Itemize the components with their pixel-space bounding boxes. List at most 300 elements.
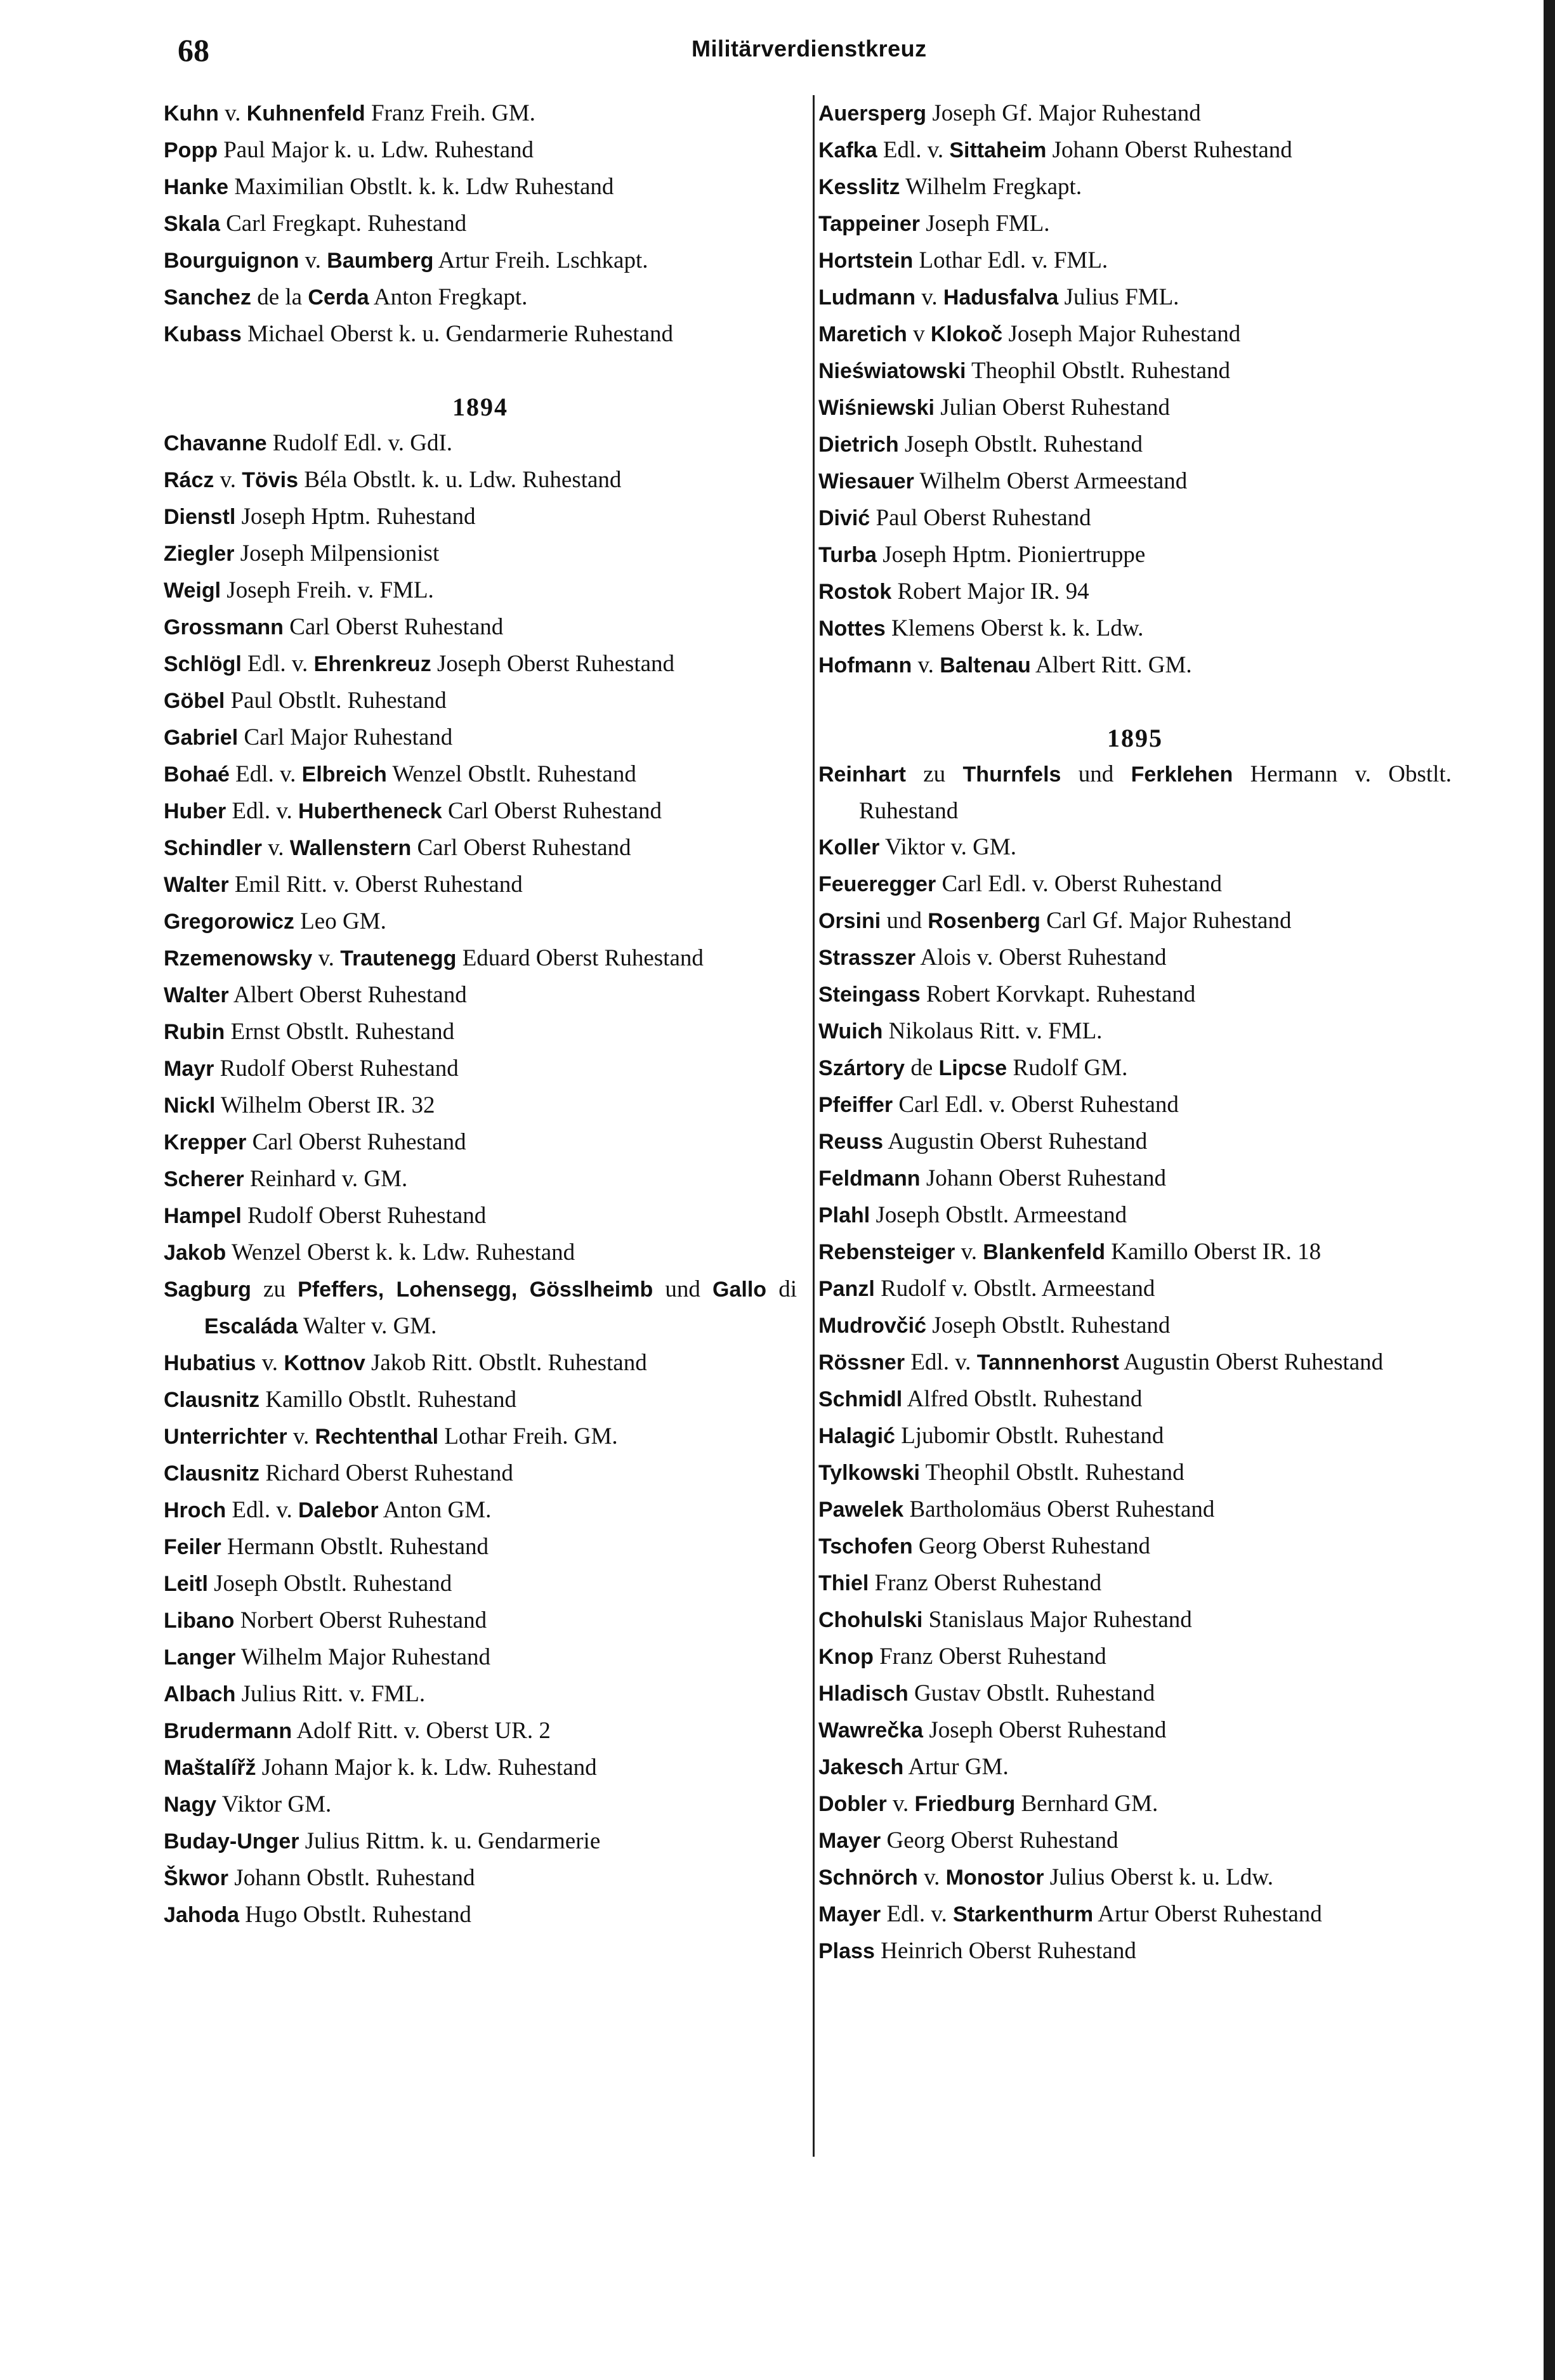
entry-text: v. (955, 1239, 983, 1265)
entry-text: v. (312, 945, 341, 971)
entry-text: Joseph Hptm. Pioniertruppe (876, 542, 1146, 568)
entry-text: Carl Major Ruhestand (238, 724, 453, 750)
entry-surname: Scherer (164, 1167, 244, 1191)
entry-surname: Friedburg (914, 1792, 1016, 1816)
entry-surname: Wiesauer (818, 469, 914, 494)
entry-text: v. (218, 100, 247, 126)
entry-surname: Hanke (164, 175, 229, 199)
entry-text: v. (915, 284, 943, 310)
entry-text: Wenzel Obstlt. Ruhestand (386, 761, 636, 787)
entry-text: Julian Oberst Ruhestand (934, 395, 1170, 421)
entry-text: Robert Korvkapt. Ruhestand (920, 981, 1196, 1007)
entry-surname: Bohaé (164, 762, 230, 787)
list-item (164, 719, 797, 756)
entry-text: Carl Gf. Major Ruhestand (1040, 908, 1292, 934)
entry-surname: Knop (818, 1645, 874, 1669)
entry-surname: Weigl (164, 579, 221, 603)
entry-surname: Tannnenhorst (976, 1350, 1119, 1375)
entry-surname: Wawrečka (818, 1718, 924, 1743)
entry-text: Joseph Obstlt. Ruhestand (926, 1312, 1171, 1338)
entry-text: v. (287, 1423, 315, 1449)
list-item (818, 1602, 1452, 1638)
entry-surname: Hadusfalva (943, 285, 1059, 310)
list-item (164, 940, 797, 977)
right-column (818, 95, 1452, 1970)
entry-surname: Dietrich (818, 433, 899, 457)
list-item (818, 1013, 1452, 1050)
entry-surname: Unterrichter (164, 1425, 287, 1449)
entry-text: Carl Oberst Ruhestand (283, 614, 504, 640)
entry-surname: Starkenthurm (953, 1902, 1094, 1926)
list-item (818, 1418, 1452, 1455)
entry-text: Joseph FML. (919, 211, 1050, 237)
list-item (818, 1050, 1452, 1087)
entry-text: de (905, 1055, 939, 1081)
entry-surname: Divić (818, 506, 870, 530)
list-item (164, 756, 797, 793)
entry-text: Georg Oberst Ruhestand (912, 1533, 1150, 1559)
list-item (818, 169, 1452, 206)
entry-text: Augustin Oberst Ruhestand (883, 1128, 1148, 1154)
list-item (818, 573, 1452, 610)
entry-surname: Lipcse (938, 1056, 1007, 1080)
entry-surname: Panzl (818, 1277, 875, 1301)
entry-text: Rudolf Oberst Ruhestand (214, 1056, 459, 1082)
entry-surname: Kuhn (164, 101, 219, 126)
entry-surname: Trautenegg (340, 946, 457, 971)
list-item (164, 609, 797, 646)
entry-text: Ernst Obstlt. Ruhestand (225, 1019, 455, 1045)
entry-surname: Ferklehen (1131, 762, 1233, 787)
entry-surname: Ehrenkreuz (313, 652, 431, 676)
entry-text: Julius FML. (1058, 284, 1179, 310)
year-heading-1894: 1894 (452, 393, 508, 421)
entry-surname: Jahoda (164, 1903, 240, 1927)
list-item (164, 1566, 797, 1602)
entry-surname: Rostok (818, 580, 892, 604)
list-item (818, 500, 1452, 537)
entry-surname: Orsini (818, 909, 881, 933)
entry-surname: Rácz (164, 468, 214, 492)
entry-surname: Langer (164, 1645, 236, 1670)
entry-text: Joseph Obstlt. Armeestand (870, 1202, 1127, 1228)
entry-surname: Libano (164, 1609, 235, 1633)
entry-text: Hugo Obstlt. Ruhestand (239, 1902, 471, 1928)
left-entries-1894 (164, 425, 797, 1933)
entry-surname: Kuhnenfeld (246, 101, 365, 126)
list-item (818, 756, 1452, 829)
entry-surname: Dobler (818, 1792, 887, 1816)
list-item (164, 206, 797, 242)
entry-surname: Blankenfeld (983, 1240, 1105, 1264)
entry-text: Edl. v. (881, 1901, 954, 1927)
entry-surname: Mayer (818, 1829, 881, 1853)
entry-surname: Kesslitz (818, 175, 900, 199)
list-item (164, 903, 797, 940)
list-item (818, 1234, 1452, 1271)
entry-surname: Pawelek (818, 1498, 904, 1522)
page-edge-shadow (1544, 0, 1555, 2380)
entry-surname: Maretich (818, 322, 907, 346)
entry-surname: Tschofen (818, 1534, 913, 1559)
entry-surname: Nagy (164, 1793, 217, 1817)
entry-text: v. (917, 1864, 946, 1890)
entry-text: Robert Major IR. 94 (891, 579, 1089, 605)
page-number: 68 (178, 32, 209, 68)
entry-text: zu (905, 761, 963, 787)
entry-text: Edl. v. (226, 798, 298, 824)
list-item (818, 1749, 1452, 1786)
entry-surname: Rzemenowsky (164, 946, 313, 971)
entry-text: Carl Edl. v. Oberst Ruhestand (936, 871, 1222, 897)
entry-text: Leo GM. (294, 908, 386, 934)
list-item (164, 1014, 797, 1050)
entry-text: Wilhelm Fregkapt. (900, 174, 1082, 200)
list-item (818, 1491, 1452, 1528)
right-entries-1894-cont (818, 95, 1452, 684)
list-item (164, 1786, 797, 1823)
entry-text: Carl Fregkapt. Ruhestand (220, 211, 467, 237)
entry-surname: Strasszer (818, 946, 916, 970)
list-item (164, 499, 797, 535)
entry-text: Joseph Freih. v. FML. (221, 577, 434, 603)
entry-surname: Gregorowicz (164, 910, 294, 934)
entry-text: Norbert Oberst Ruhestand (234, 1607, 487, 1633)
entry-surname: Chavanne (164, 431, 267, 455)
entry-text: Theophil Obstlt. Ruhestand (966, 358, 1230, 384)
left-entries-pre-1894 (164, 95, 797, 353)
entry-surname: Halagić (818, 1424, 895, 1448)
entry-surname: Pfeffers, Lohensegg, Gösslheimb (298, 1278, 653, 1302)
list-item (818, 1528, 1452, 1565)
list-item (164, 1639, 797, 1676)
entry-text: v. (256, 1350, 284, 1376)
list-item (818, 1160, 1452, 1197)
list-item (818, 242, 1452, 279)
entry-surname: Ziegler (164, 542, 235, 566)
entry-surname: Gallo (712, 1278, 767, 1302)
list-item (818, 903, 1452, 939)
entry-text: Joseph Hptm. Ruhestand (235, 504, 476, 530)
list-item (164, 132, 797, 169)
list-item (164, 535, 797, 572)
entry-surname: Nickl (164, 1094, 216, 1118)
entry-surname: Plahl (818, 1203, 870, 1227)
list-item (818, 1455, 1452, 1491)
list-item (164, 1749, 797, 1786)
year-heading-1895: 1895 (1107, 724, 1163, 752)
list-item (818, 1712, 1452, 1749)
entry-text: Reinhard v. GM. (244, 1166, 408, 1192)
entry-surname: Hubatius (164, 1351, 256, 1375)
entry-text: Carl Edl. v. Oberst Ruhestand (893, 1092, 1179, 1118)
entry-text: Anton Fregkapt. (369, 284, 528, 310)
entry-surname: Rubin (164, 1020, 225, 1044)
entry-text: Rudolf Oberst Ruhestand (241, 1203, 487, 1229)
list-item (818, 1933, 1452, 1970)
entry-surname: Auersperg (818, 101, 927, 126)
list-item (164, 1234, 797, 1271)
entry-surname: Klokoč (930, 322, 1003, 346)
entry-surname: Albach (164, 1682, 236, 1706)
entry-surname: Walter (164, 873, 229, 897)
entry-surname: Feldmann (818, 1167, 921, 1191)
entry-surname: Brudermann (164, 1719, 292, 1743)
entry-surname: Ludmann (818, 285, 915, 310)
entry-text: und (1061, 761, 1131, 787)
entry-text: Stanislaus Major Ruhestand (922, 1607, 1192, 1633)
entry-text: Béla Obstlt. k. u. Ldw. Ruhestand (298, 467, 622, 493)
entry-surname: Gabriel (164, 726, 239, 750)
list-item (818, 939, 1452, 976)
entry-surname: Mudrovčić (818, 1314, 927, 1338)
entry-text: Joseph Obstlt. Ruhestand (207, 1571, 452, 1597)
list-item (164, 1087, 797, 1124)
list-item (164, 830, 797, 866)
list-item (818, 463, 1452, 500)
entry-text: und (881, 908, 928, 934)
list-item (818, 1822, 1452, 1859)
list-item (164, 316, 797, 353)
entry-surname: Reuss (818, 1130, 884, 1154)
entry-surname: Schindler (164, 836, 262, 860)
list-item (164, 683, 797, 719)
list-item (818, 1344, 1452, 1381)
entry-text: Bernhard GM. (1015, 1791, 1158, 1817)
entry-surname: Rechtenthal (315, 1425, 439, 1449)
entry-surname: Wiśniewski (818, 396, 935, 420)
list-item (164, 1124, 797, 1161)
entry-surname: Hroch (164, 1498, 226, 1522)
entry-text: Alfred Obstlt. Ruhestand (902, 1386, 1143, 1412)
entry-surname: Wallenstern (289, 836, 412, 860)
entry-surname: Tövis (242, 468, 299, 492)
list-item (818, 1859, 1452, 1896)
list-item (818, 389, 1452, 426)
entry-text: Paul Obstlt. Ruhestand (225, 688, 447, 714)
list-item (818, 316, 1452, 353)
entry-surname: Göbel (164, 689, 225, 713)
entry-text: Artur Oberst Ruhestand (1093, 1901, 1322, 1927)
entry-text: Emil Ritt. v. Oberst Ruhestand (228, 872, 523, 898)
entry-text: Carl Oberst Ruhestand (442, 798, 662, 824)
entry-text: Alois v. Oberst Ruhestand (915, 945, 1167, 971)
entry-text: v. (261, 835, 290, 861)
entry-text: Joseph Oberst Ruhestand (431, 651, 675, 677)
entry-text: Johann Oberst Ruhestand (1046, 137, 1292, 163)
entry-text: Julius Oberst k. u. Ldw. (1044, 1864, 1273, 1890)
entry-text: Walter v. GM. (298, 1313, 437, 1339)
entry-text: zu (251, 1276, 298, 1302)
entry-text: Maximilian Obstlt. k. k. Ldw Ruhestand (228, 174, 614, 200)
entry-text: de la (251, 284, 308, 310)
entry-text: Edl. v. (229, 761, 302, 787)
list-item (818, 1565, 1452, 1602)
entry-surname: Kubass (164, 322, 242, 346)
entry-surname: Monostor (945, 1866, 1044, 1890)
entry-text: Georg Oberst Ruhestand (881, 1828, 1119, 1854)
entry-text: Paul Major k. u. Ldw. Ruhestand (217, 137, 534, 163)
entry-text: Gustav Obstlt. Ruhestand (908, 1680, 1155, 1706)
entry-surname: Rössner (818, 1350, 905, 1375)
entry-surname: Buday-Unger (164, 1829, 299, 1854)
entry-surname: Škwor (164, 1866, 229, 1890)
entry-surname: Thurnfels (962, 762, 1061, 787)
list-item (164, 866, 797, 903)
list-item (164, 169, 797, 206)
entry-surname: Schnörch (818, 1866, 918, 1890)
list-item (818, 1271, 1452, 1307)
entry-text: Ljubomir Obstlt. Ruhestand (895, 1423, 1164, 1449)
entry-text: Bartholomäus Oberst Ruhestand (903, 1496, 1215, 1522)
list-item (164, 1345, 797, 1382)
entry-text: Julius Ritt. v. FML. (235, 1681, 426, 1707)
entry-text: Viktor v. GM. (879, 834, 1017, 860)
entry-text: v. (912, 652, 940, 678)
entry-text: Joseph Gf. Major Ruhestand (926, 100, 1201, 126)
list-item (164, 242, 797, 279)
list-item (164, 1198, 797, 1234)
entry-surname: Huber (164, 799, 226, 823)
left-column (164, 95, 797, 1933)
entry-text: Joseph Oberst Ruhestand (923, 1717, 1167, 1743)
entry-text: Julius Rittm. k. u. Gendarmerie (299, 1828, 601, 1854)
list-item (818, 426, 1452, 463)
list-item (818, 647, 1452, 684)
list-item (818, 1786, 1452, 1822)
list-item (164, 462, 797, 499)
list-item (164, 1529, 797, 1566)
list-item (164, 279, 797, 316)
entry-surname: Escaláda (204, 1314, 298, 1338)
list-item (164, 1676, 797, 1713)
entry-surname: Feiler (164, 1535, 221, 1559)
entry-surname: Hampel (164, 1204, 242, 1228)
list-item (164, 95, 797, 132)
entry-surname: Elbreich (301, 762, 387, 787)
entry-text: Paul Oberst Ruhestand (870, 505, 1091, 531)
list-item (818, 1087, 1452, 1123)
entry-text: Artur GM. (903, 1754, 1009, 1780)
entry-text: Joseph Major Ruhestand (1002, 321, 1241, 347)
entry-text: Heinrich Oberst Ruhestand (874, 1938, 1136, 1964)
list-item (818, 1675, 1452, 1712)
list-item (818, 1381, 1452, 1418)
entry-text: Wilhelm Oberst IR. 32 (215, 1092, 435, 1118)
entry-surname: Pfeiffer (818, 1093, 893, 1117)
entry-surname: Bourguignon (164, 249, 299, 273)
entry-text: Augustin Oberst Ruhestand (1119, 1349, 1384, 1375)
entry-text: Kamillo Oberst IR. 18 (1105, 1239, 1322, 1265)
list-item (818, 1307, 1452, 1344)
entry-text: Franz Oberst Ruhestand (873, 1644, 1106, 1670)
entry-surname: Hortstein (818, 249, 914, 273)
entry-text: Lothar Freih. GM. (438, 1423, 618, 1449)
entry-text: Hermann v. Obstlt. Ruhestand (859, 761, 1452, 824)
list-item (164, 1418, 797, 1455)
entry-text: v. (214, 467, 242, 493)
list-item (818, 537, 1452, 573)
list-item (164, 1271, 797, 1345)
entry-surname: Reinhart (818, 762, 906, 787)
entry-text: Edl. v. (226, 1497, 298, 1523)
entry-text: Albert Ritt. GM. (1030, 652, 1192, 678)
entry-text: Rudolf GM. (1007, 1055, 1128, 1081)
list-item (164, 1050, 797, 1087)
entry-text: Hermann Obstlt. Ruhestand (221, 1534, 489, 1560)
list-item (818, 866, 1452, 903)
entry-text: Artur Freih. Lschkapt. (433, 247, 648, 273)
entry-surname: Baumberg (327, 249, 434, 273)
list-item (818, 1638, 1452, 1675)
entry-text: Joseph Obstlt. Ruhestand (898, 431, 1143, 457)
entry-surname: Plass (818, 1939, 875, 1963)
entry-surname: Krepper (164, 1130, 247, 1154)
entry-text: Franz Freih. GM. (365, 100, 535, 126)
entry-surname: Thiel (818, 1571, 869, 1595)
entry-surname: Mayer (818, 1902, 881, 1926)
entry-surname: Sittaheim (949, 138, 1047, 162)
entry-text: Edl. v. (905, 1349, 977, 1375)
list-item (164, 425, 797, 462)
entry-surname: Feueregger (818, 872, 936, 896)
list-item (818, 279, 1452, 316)
entry-text: Viktor GM. (216, 1791, 332, 1817)
list-item (164, 1823, 797, 1860)
entry-surname: Grossmann (164, 615, 284, 639)
entry-text: di (766, 1276, 797, 1302)
entry-surname: Walter (164, 983, 229, 1007)
entry-text: Rudolf Edl. v. GdI. (266, 430, 453, 456)
entry-text: Kamillo Obstlt. Ruhestand (259, 1387, 517, 1413)
entry-text: Michael Oberst k. u. Gendarmerie Ruhestand (241, 321, 674, 347)
entry-surname: Koller (818, 835, 880, 860)
list-item (164, 1860, 797, 1897)
list-item (164, 1455, 797, 1492)
entry-surname: Dalebor (298, 1498, 379, 1522)
entry-surname: Maštalířž (164, 1756, 256, 1780)
entry-text: v. (886, 1791, 915, 1817)
running-title: Militärverdienstkreuz (692, 36, 927, 62)
entry-text: Klemens Oberst k. k. Ldw. (885, 615, 1144, 641)
entry-surname: Cerda (308, 285, 369, 310)
entry-surname: Mayr (164, 1057, 214, 1081)
list-item (164, 646, 797, 683)
entry-surname: Rebensteiger (818, 1240, 955, 1264)
entry-text: Nikolaus Ritt. v. FML. (882, 1018, 1103, 1044)
entry-text: Rudolf v. Obstlt. Armeestand (874, 1276, 1155, 1302)
list-item (818, 1123, 1452, 1160)
entry-text: Eduard Oberst Ruhestand (456, 945, 704, 971)
entry-text: Anton GM. (378, 1497, 492, 1523)
right-entries-1895 (818, 756, 1452, 1970)
list-item (164, 1161, 797, 1198)
entry-surname: Schmidl (818, 1387, 903, 1411)
entry-text: v. (299, 247, 327, 273)
entry-surname: Hofmann (818, 653, 912, 677)
entry-text: Joseph Milpensionist (234, 540, 440, 566)
entry-surname: Kottnov (284, 1351, 365, 1375)
entry-surname: Nieświatowski (818, 359, 966, 383)
entry-surname: Nottes (818, 617, 886, 641)
entry-surname: Szártory (818, 1056, 905, 1080)
entry-surname: Clausnitz (164, 1461, 260, 1486)
entry-surname: Hladisch (818, 1682, 909, 1706)
list-item (164, 1602, 797, 1639)
entry-text: Johann Oberst Ruhestand (920, 1165, 1166, 1191)
entry-text: Wenzel Oberst k. k. Ldw. Ruhestand (226, 1239, 575, 1265)
column-divider (813, 95, 815, 2157)
